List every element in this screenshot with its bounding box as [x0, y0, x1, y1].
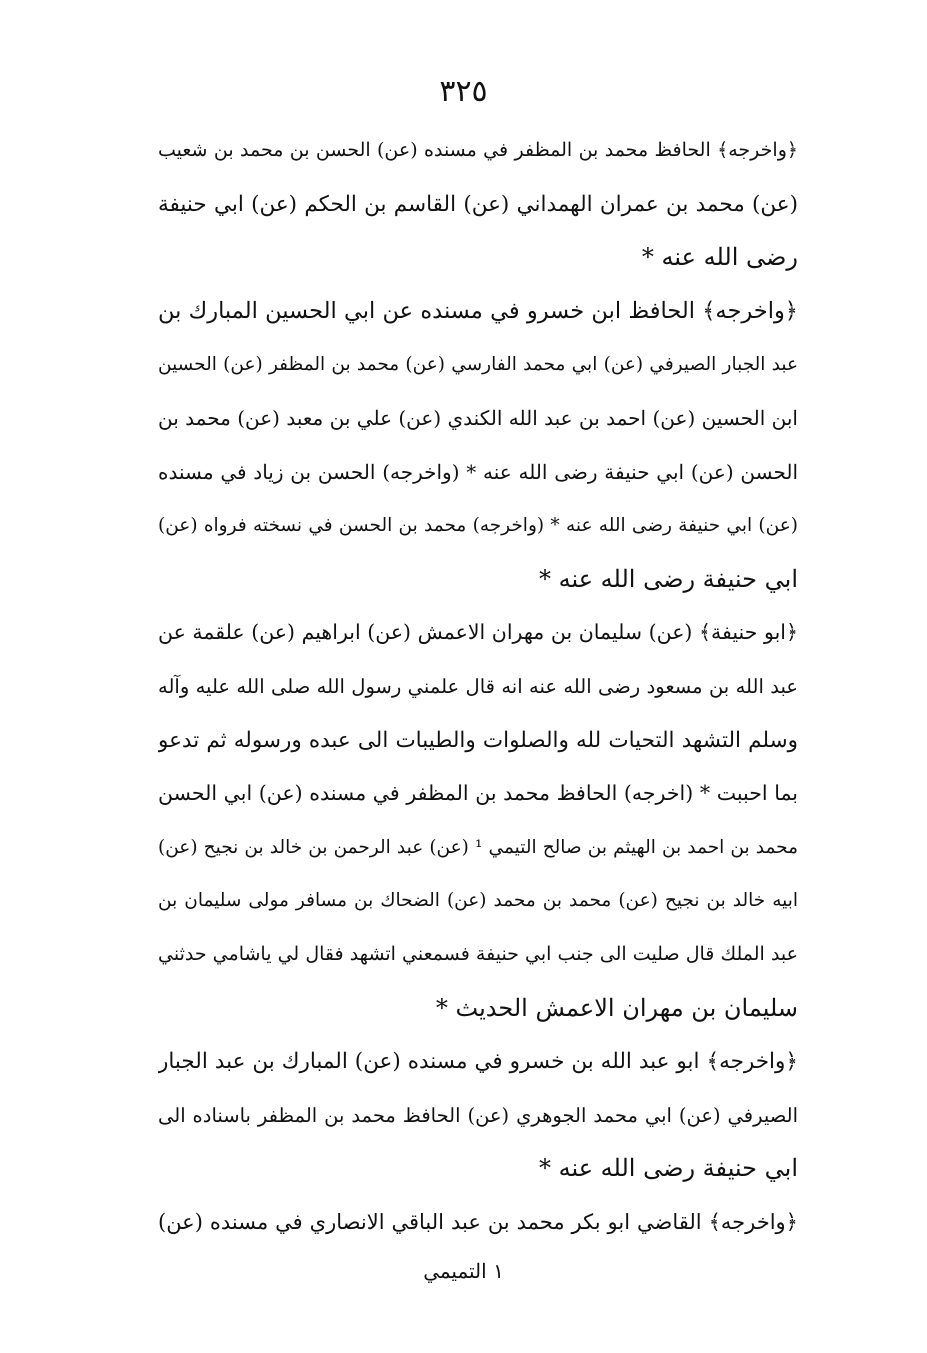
page-number: ٣٢٥ [439, 74, 488, 109]
text-line: ﴿واخرجه﴾ القاضي ابو بكر محمد بن عبد الباقي الانصاري في مسنده (عن) [158, 1209, 798, 1234]
text-line: الصيرفي (عن) ابي محمد الجوهري (عن) الحافظ محمد بن المظفر باسناده الى [158, 1103, 798, 1127]
text-line: ﴿ابو حنيفة﴾ (عن) سليمان بن مهران الاعمش (عن) ابراهيم (عن) علقمة عن [158, 620, 798, 645]
text-line: ابيه خالد بن نجيح (عن) محمد بن محمد (عن) الضحاك بن مسافر مولى سليمان بن [158, 890, 798, 912]
text-line: عبد الله بن مسعود رضى الله عنه انه قال علمني رسول الله صلى الله عليه وآله [158, 674, 798, 698]
text-line: سليمان بن مهران الاعمش الحديث * [435, 993, 798, 1022]
text-line: ابي حنيفة رضى الله عنه * [538, 1154, 798, 1183]
text-line: ابن الحسين (عن) احمد بن عبد الله الكندي (عن) علي بن معبد (عن) محمد بن [158, 405, 798, 430]
footnote: ١ التميمي [423, 1259, 504, 1283]
text-line: محمد بن احمد بن الهيثم بن صالح التيمي ¹ (عن) عبد الرحمن بن خالد بن نجيح (عن) [158, 836, 798, 858]
body-text [158, 124, 798, 1249]
text-line: عبد الجبار الصيرفي (عن) ابي محمد الفارسي (عن) محمد بن المظفر (عن) الحسين [158, 354, 798, 376]
text-line: ﴿واخرجه﴾ ابو عبد الله بن خسرو في مسنده (عن) المبارك بن عبد الجبار [158, 1049, 798, 1075]
text-line: عبد الملك قال صليت الى جنب ابي حنيفة فسمعني اتشهد فقال لي ياشامي حدثني [158, 942, 798, 965]
text-line: (عن) ابي حنيفة رضى الله عنه * (واخرجه) محمد بن الحسن في نسخته فرواه (عن) [158, 515, 798, 537]
text-line: الحسن (عن) ابي حنيفة رضى الله عنه * (واخرجه) الحسن بن زياد في مسنده [158, 459, 798, 484]
text-line: (عن) محمد بن عمران الهمداني (عن) القاسم بن الحكم (عن) ابي حنيفة [158, 191, 798, 217]
text-line: بما احببت * (اخرجه) الحافظ محمد بن المظفر في مسنده (عن) ابي الحسن [158, 781, 798, 806]
text-line: ﴿واخرجه﴾ الحافظ ابن خسرو في مسنده عن ابي الحسين المبارك بن [158, 297, 798, 324]
text-line: ﴿واخرجه﴾ الحافظ محمد بن المظفر في مسنده (عن) الحسن بن محمد بن شعيب [158, 139, 798, 161]
text-line: ابي حنيفة رضى الله عنه * [538, 564, 798, 593]
text-line: رضى الله عنه * [641, 243, 798, 272]
text-line: وسلم التشهد التحيات لله والصلوات والطيبات الى عبده ورسوله ثم تدعو [158, 727, 798, 753]
